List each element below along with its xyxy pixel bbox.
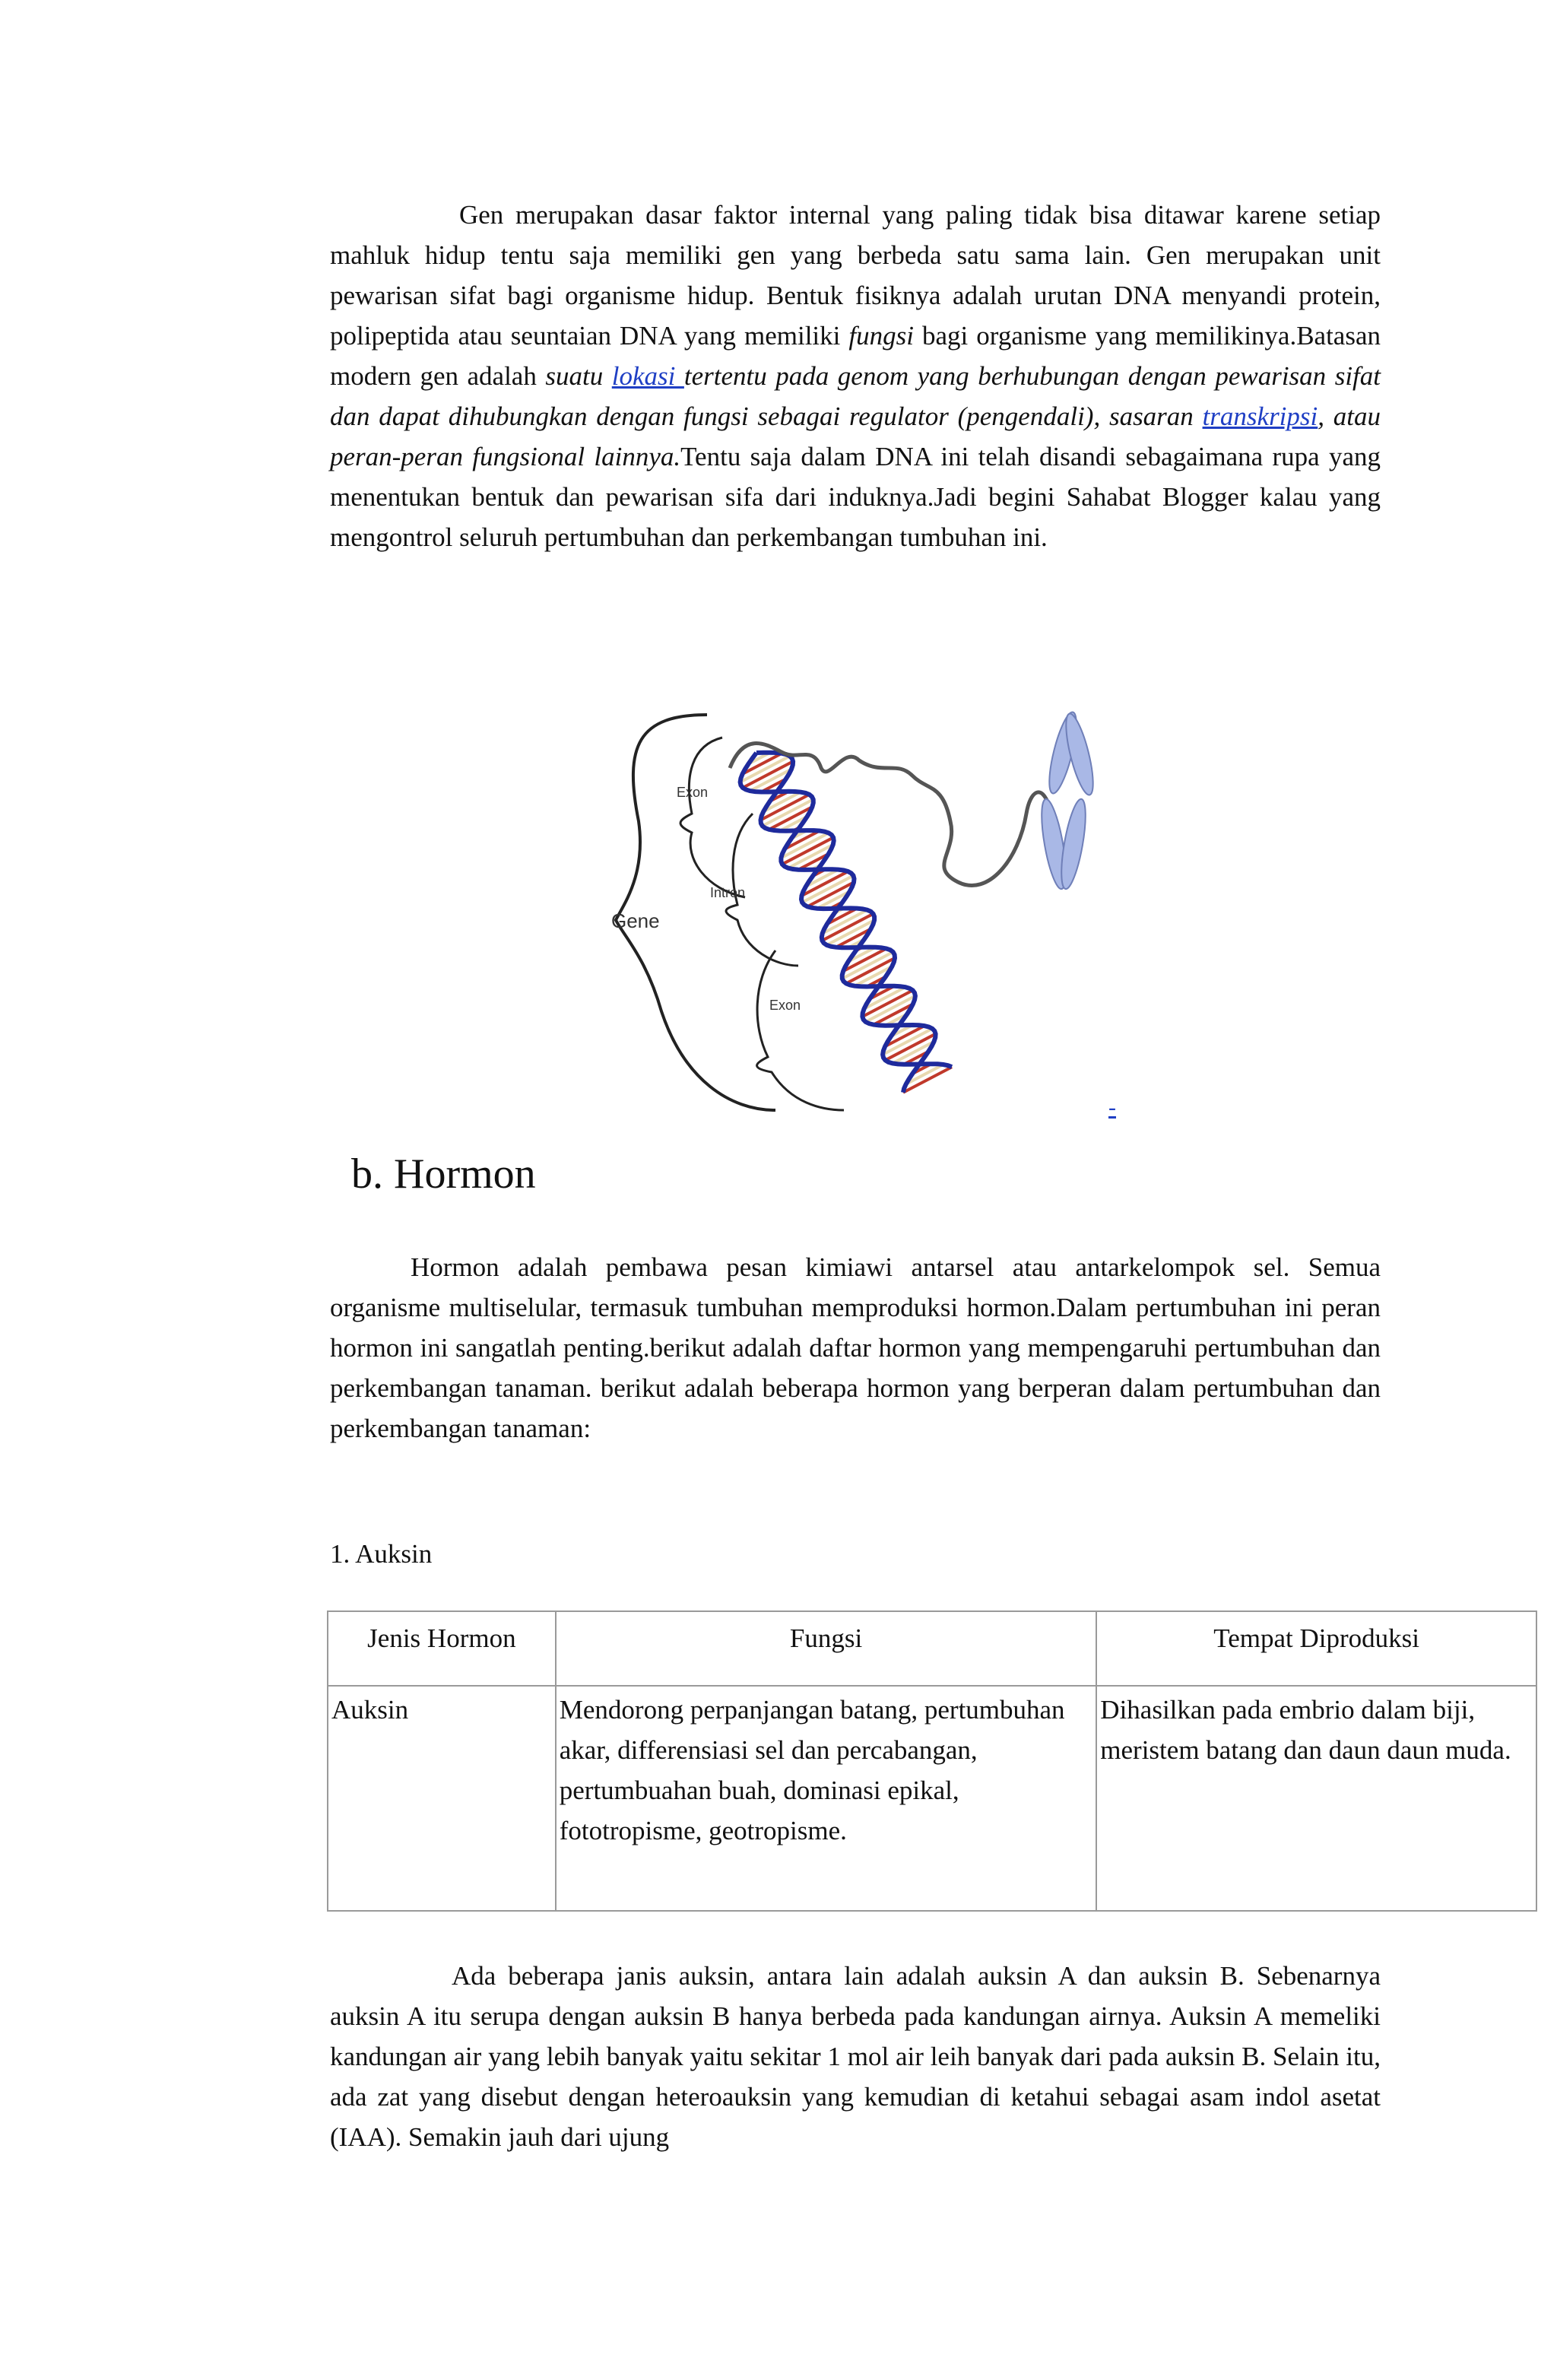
para1-text-f: Tentu saja dalam DNA ini telah disandi sebagaimana rupa yang menentukan bentuk dan pewarisan sifa dari induknya.Jadi begini Sahabat Blogger kalau yang mengontrol seluruh pertumbuhan dan perkembangan tumbuhan ini. — [330, 442, 1381, 552]
table-header-row — [328, 1611, 1536, 1686]
exon-bottom-label: Exon — [769, 998, 801, 1013]
dna-rung — [862, 990, 912, 1017]
para1-em-fungsi: fungsi — [848, 321, 914, 351]
chromatin-coil — [730, 744, 1049, 886]
dna-rung — [885, 1034, 935, 1061]
para1-text-b: bagi organisme yang memilikinya.Batasan modern gen adalah — [330, 321, 1381, 391]
table-header-tempat: Tempat Diproduksi — [1096, 1611, 1536, 1686]
link-lokasi[interactable]: lokasi — [611, 361, 684, 391]
exon-top-bracket — [680, 738, 745, 897]
section-heading-hormon: b. Hormon — [351, 1150, 536, 1198]
figure-link-mark[interactable]: - — [1108, 1095, 1116, 1120]
paragraph-hormon: Hormon adalah pembawa pesan kimiawi antarsel atau antarkelompok sel. Semua organisme multiselular, termasuk tumbuhan memproduksi hormon.Dalam pertumbuhan ini peran hormon ini sangatlah penting.berikut adalah daftar hormon yang mempengaruhi pertumbuhan dan perkembangan tanaman. berikut adalah beberapa hormon yang berperan dalam pertumbuhan dan perkembangan tanaman: — [330, 1252, 1381, 1443]
table-cell-tempat: Dihasilkan pada embrio dalam biji, meristem batang dan daun daun muda. — [1096, 1686, 1536, 1911]
para1-text-a: Gen merupakan dasar faktor internal yang paling tidak bisa ditawar karene setiap mahluk hidup tentu saja memiliki gen yang berbeda satu sama lain. Gen merupakan unit pewarisan sifat bagi organisme hidup. Bentuk fisiknya adalah urutan DNA menyandi protein, polipeptida atau seuntaian DNA yang memiliki — [330, 200, 1381, 351]
gene-dna-illustration — [593, 700, 1125, 1125]
table-cell-fungsi: Mendorong perpanjangan batang, pertumbuhan akar, differensiasi sel dan percabangan, pertumbuahan buah, dominasi epikal, fototropisme, geotropisme. — [556, 1686, 1097, 1911]
gene-label: Gene — [611, 909, 660, 932]
exon-bottom-bracket — [757, 950, 844, 1110]
table-header-jenis: Jenis Hormon — [328, 1611, 556, 1686]
link-transkripsi[interactable]: transkripsi — [1202, 401, 1318, 431]
intron-label: Intron — [710, 885, 746, 900]
table-header-fungsi: Fungsi — [556, 1611, 1097, 1686]
table-row — [328, 1686, 1536, 1911]
dna-rungs — [740, 753, 952, 1093]
gene-dna-figure — [593, 700, 1125, 1125]
para1-em-e: , atau peran-peran fungsional lainnya. — [330, 401, 1381, 471]
chromosome — [1037, 710, 1099, 890]
paragraph-gen — [330, 195, 1381, 557]
paragraph-auksin: Ada beberapa janis auksin, antara lain adalah auksin A dan auksin B. Sebenarnya auksin A itu serupa dengan auksin B hanya berbeda pada kandungan airnya. Auksin A memeliki kandungan air yang lebih banyak yaitu sekitar 1 mol air leih banyak dari pada auksin B. Selain itu, ada zat yang disebut dengan heteroauksin yang kemudian di ketahui sebagai asam indol asetat (IAA). Semakin jauh dari ujung — [330, 1961, 1381, 2152]
list-item-auksin: 1. Auksin — [330, 1539, 433, 1569]
exon-top-label: Exon — [677, 785, 709, 800]
para1-em-d: tertentu pada genom yang berhubungan dengan pewarisan sifat dan dapat dihubungkan dengan fungsi sebagai regulator (pengendali), sasaran — [330, 361, 1381, 431]
hormone-table — [327, 1610, 1537, 1912]
dna-rung — [743, 761, 793, 788]
para1-em-c: suatu — [545, 361, 612, 391]
table-cell-jenis: Auksin — [328, 1686, 556, 1911]
